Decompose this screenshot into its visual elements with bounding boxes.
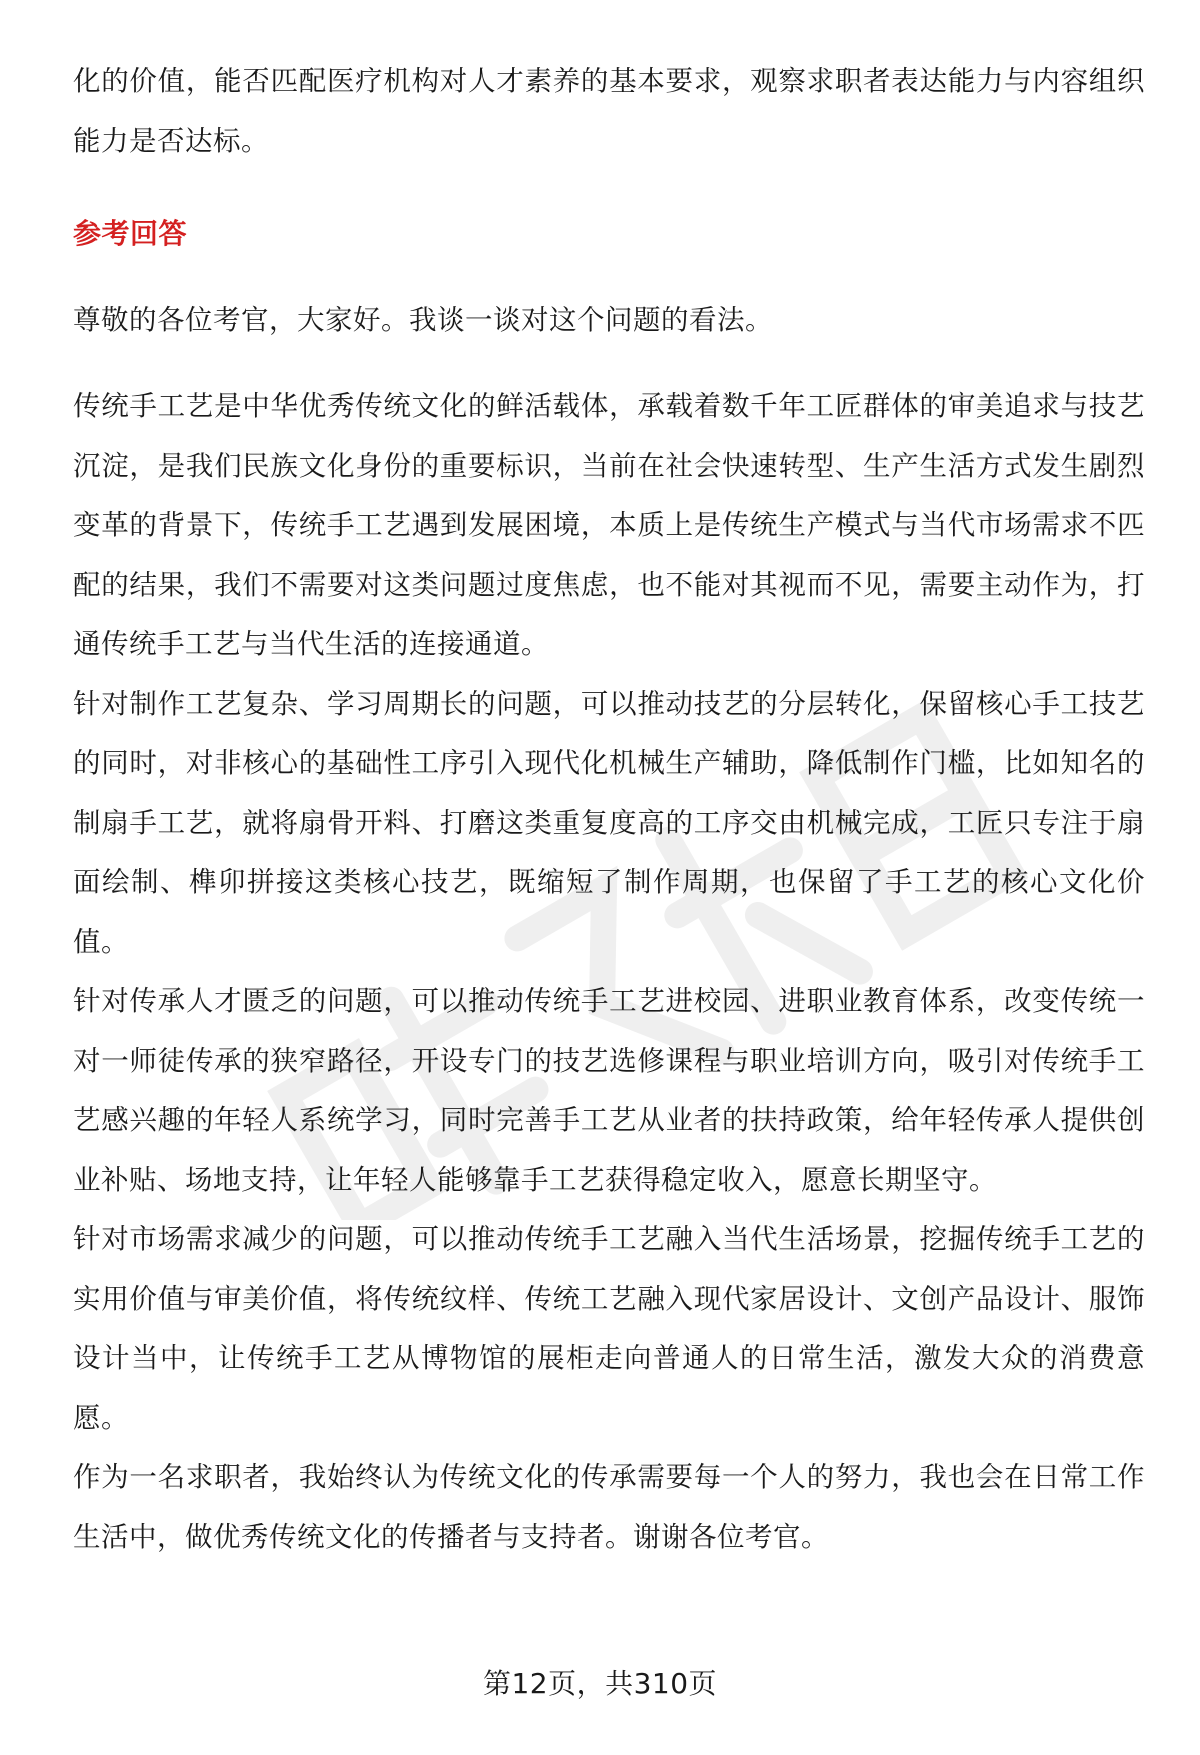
greeting-paragraph: 尊敬的各位考官，大家好。我谈一谈对这个问题的看法。 bbox=[73, 303, 773, 336]
body-paragraph-3: 针对传承人才匮乏的问题，可以推动传统手工艺进校园、进职业教育体系，改变传统一对一师徒传承的狭窄路径，开设专门的技艺选修课程与职业培训方向，吸引对传统手工艺感兴趣的年轻人系统学习，同时完善手工艺从业者的扶持政策，给年轻传承人提供创业补贴、场地支持，让年轻人能够靠手工艺获得稳定收入，愿意长期坚守。 bbox=[73, 985, 1145, 1196]
page-number-footer: 第12页，共310页 bbox=[482, 1667, 718, 1700]
body-paragraph-5: 作为一名求职者，我始终认为传统文化的传承需要每一个人的努力，我也会在日常工作生活中，做优秀传统文化的传播者与支持者。谢谢各位考官。 bbox=[73, 1461, 1145, 1553]
body-paragraph-4: 针对市场需求减少的问题，可以推动传统手工艺融入当代生活场景，挖掘传统手工艺的实用价值与审美价值，将传统纹样、传统工艺融入现代家居设计、文创产品设计、服饰设计当中，让传统手工艺从博物馆的展柜走向普通人的日常生活，激发大众的消费意愿。 bbox=[73, 1223, 1145, 1434]
intro-paragraph: 化的价值，能否匹配医疗机构对人才素养的基本要求，观察求职者表达能力与内容组织能力是否达标。 bbox=[73, 65, 1145, 157]
body-paragraph-1: 传统手工艺是中华优秀传统文化的鲜活载体，承载着数千年工匠群体的审美追求与技艺沉淀，是我们民族文化身份的重要标识，当前在社会快速转型、生产生活方式发生剧烈变革的背景下，传统手工艺遇到发展困境，本质上是传统生产模式与当代市场需求不匹配的结果，我们不需要对这类问题过度焦虑，也不能对其视而不见，需要主动作为，打通传统手工艺与当代生活的连接通道。 bbox=[73, 390, 1145, 660]
section-heading: 参考回答 bbox=[73, 217, 188, 250]
body-paragraph-2: 针对制作工艺复杂、学习周期长的问题，可以推动技艺的分层转化，保留核心手工技艺的同时，对非核心的基础性工序引入现代化机械生产辅助，降低制作门槛，比如知名的制扇手工艺，就将扇骨开料、打磨这类重复度高的工序交由机械完成，工匠只专注于扇面绘制、榫卯拼接这类核心技艺，既缩短了制作周期，也保留了手工艺的核心文化价值。 bbox=[73, 687, 1145, 958]
document-page bbox=[73, 52, 1145, 1567]
